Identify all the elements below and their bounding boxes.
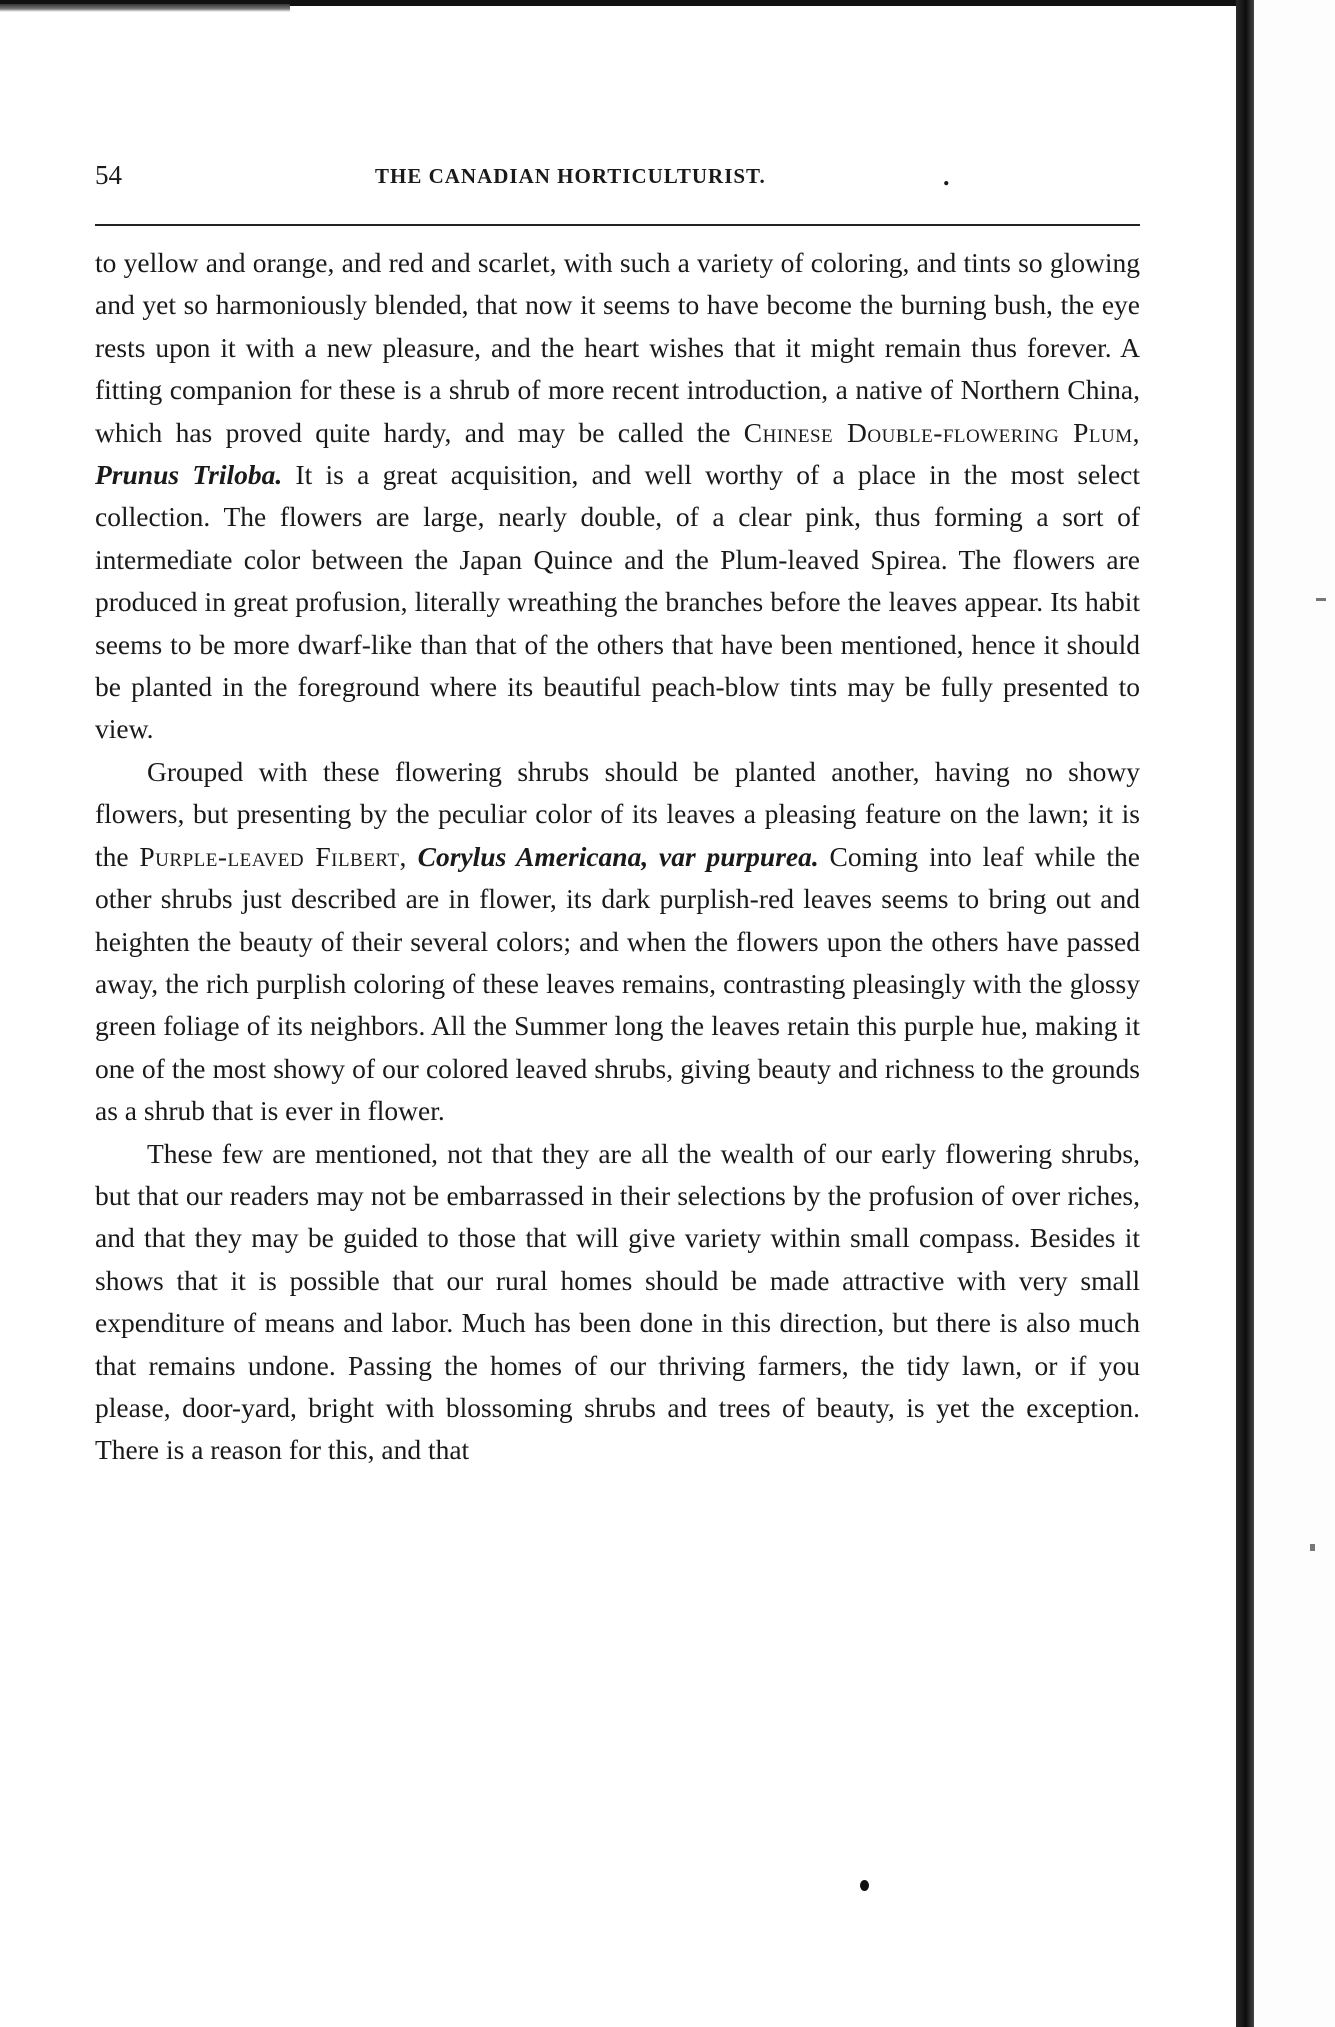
botanical-name: Corylus Americana, var purpurea.: [417, 840, 819, 872]
scan-margin: [1254, 0, 1335, 2027]
common-name: Chinese Double-flowering Plum,: [743, 416, 1140, 448]
running-title: THE CANADIAN HORTICULTURIST.: [375, 164, 766, 188]
page-header: [95, 160, 1145, 196]
margin-mark: [1316, 598, 1326, 601]
header-rule: [95, 224, 1140, 226]
paragraph: [95, 1133, 1140, 1472]
body-text: [95, 242, 1140, 1472]
margin-mark: [1310, 1544, 1315, 1551]
paragraph-text: Coming into leaf while the other shrubs just described are in flower, its dark purplish-red leaves seems to bring out and heighten the beauty of their several colors; and when the flowers upon the others have passed away, the rich purplish coloring of these leaves remains, contrasting pleasingly with the glossy green foliage of its neighbors. All the Summer long the leaves retain this purple hue, making it one of the most showy of our colored leaved shrubs, giving beauty and richness to the grounds as a shrub that is ever in flower.: [95, 840, 1140, 1127]
paragraph-text: [407, 841, 418, 872]
header-mark: .: [943, 162, 950, 191]
paragraph: [95, 242, 1140, 751]
common-name: Purple-leaved Filbert,: [139, 840, 407, 872]
paragraph: [95, 751, 1140, 1133]
paragraph-text: to yellow and orange, and red and scarlet, with such a variety of coloring, and tints so glowing and yet so harmoniously blended, that now it seems to have become the burning bush, the eye rests upon it with a new pleasure, and the heart wishes that it might remain thus forever. A fitting companion for these is a shrub of more recent introduction, a native of Northern China, which has proved quite hardy, and may be called the: [95, 247, 1140, 448]
top-scan-smudge: [0, 4, 290, 12]
paragraph-text: Grouped with these flowering shrubs should be planted another, having no showy flowers, but presenting by the peculiar color of its leaves a pleasing feature on the lawn; it is the: [95, 755, 1140, 872]
paragraph-text: It is a great acquisition, and well worthy of a place in the most select collection. The flowers are large, nearly double, of a clear pink, thus forming a sort of intermediate color between the Japan Quince and the Plum-leaved Spirea. The flowers are produced in great profusion, literally wreathing the branches before the leaves appear. Its habit seems to be more dwarf-like than that of the others that have been mentioned, hence it should be planted in the foreground where its beautiful peach-blow tints may be fully presented to view.: [95, 459, 1140, 745]
page-binding-edge: [1236, 0, 1254, 2027]
botanical-name: Prunus Triloba.: [95, 459, 283, 491]
footer-ink-mark: [860, 1880, 869, 1891]
document-page: [95, 160, 1145, 196]
paragraph-text: These few are mentioned, not that they are all the wealth of our early flowering shrubs, but that our readers may not be embarrassed in their selections by the profusion of over riches, and that they may be guided to those that will give variety within small compass. Besides it shows that it is possible that our rural homes should be made attractive with very small expenditure of means and labor. Much has been done in this direction, but there is also much that remains undone. Passing the homes of our thriving farmers, the tidy lawn, or if you please, door-yard, bright with blossoming shrubs and trees of beauty, is yet the exception. There is a reason for this, and that: [95, 1137, 1140, 1466]
page-number: 54: [95, 160, 122, 190]
